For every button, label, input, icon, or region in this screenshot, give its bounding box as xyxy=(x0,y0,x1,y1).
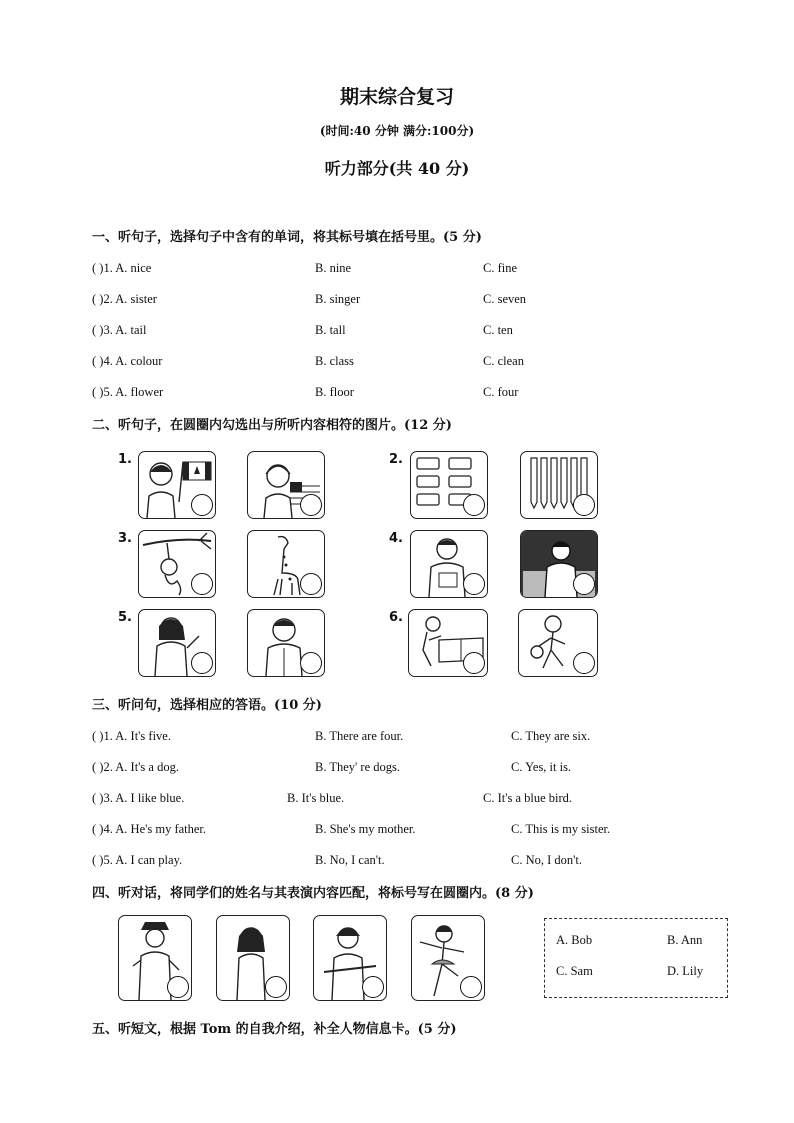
answer-circle[interactable] xyxy=(300,494,322,516)
name-options-box xyxy=(544,918,728,998)
answer-circle[interactable] xyxy=(191,494,213,516)
picture-pencils xyxy=(520,451,598,519)
picture-ping-pong xyxy=(408,609,488,677)
option-c: C. seven xyxy=(483,292,527,306)
answer-circle[interactable] xyxy=(300,573,322,595)
option-c: C. fine xyxy=(483,261,518,275)
section3-heading: 三、听问句，选择相应的答语。(10 分) xyxy=(92,698,322,713)
item-number: 1. xyxy=(118,452,132,467)
answer-circle[interactable] xyxy=(463,652,485,674)
item-number: 5. xyxy=(118,610,132,625)
picture-girl-usa-flag xyxy=(247,451,325,519)
part-title: 听力部分(共 40 分) xyxy=(324,159,470,178)
answer-circle[interactable] xyxy=(460,976,482,998)
picture-girl-instrument xyxy=(313,915,387,1001)
answer-circle[interactable] xyxy=(265,976,287,998)
option-c: C. clean xyxy=(483,354,524,368)
name-option: C. Sam xyxy=(556,964,593,978)
option-c: C. They are six. xyxy=(511,729,591,743)
picture-monkey xyxy=(138,530,216,598)
name-option: D. Lily xyxy=(667,964,704,978)
page-title: 期末综合复习 xyxy=(339,86,454,108)
question-stem: ( )1. A. nice xyxy=(92,261,152,275)
picture-giraffe xyxy=(247,530,325,598)
option-c: C. It's a blue bird. xyxy=(483,791,573,805)
section1-heading: 一、听句子，选择句子中含有的单词，将其标号填在括号里。(5 分) xyxy=(92,230,482,245)
answer-circle[interactable] xyxy=(191,573,213,595)
answer-circle[interactable] xyxy=(573,652,595,674)
option-b: B. floor xyxy=(315,385,354,399)
picture-old-man xyxy=(247,609,325,677)
question-stem: ( )2. A. sister xyxy=(92,292,157,306)
option-b: B. They' re dogs. xyxy=(315,760,400,774)
picture-boy-canada-flag xyxy=(138,451,216,519)
question-stem: ( )5. A. I can play. xyxy=(92,853,183,867)
picture-man-holding-book xyxy=(410,530,488,598)
question-stem: ( )4. A. He's my father. xyxy=(92,822,207,836)
picture-erasers xyxy=(410,451,488,519)
option-b: B. singer xyxy=(315,292,361,306)
picture-teacher-blackboard xyxy=(520,530,598,598)
question-stem: ( )3. A. I like blue. xyxy=(92,791,185,805)
option-b: B. She's my mother. xyxy=(315,822,416,836)
option-b: B. class xyxy=(315,354,354,368)
item-number: 6. xyxy=(389,610,403,625)
question-stem: ( )5. A. flower xyxy=(92,385,164,399)
answer-circle[interactable] xyxy=(191,652,213,674)
option-b: B. It's blue. xyxy=(287,791,345,805)
option-c: C. ten xyxy=(483,323,513,337)
picture-opera-performer xyxy=(118,915,192,1001)
picture-basketball xyxy=(518,609,598,677)
picture-girl-dancing xyxy=(411,915,485,1001)
question-stem: ( )1. A. It's five. xyxy=(92,729,171,743)
exam-info: (时间:40 分钟 满分:100分) xyxy=(319,124,475,138)
answer-circle[interactable] xyxy=(362,976,384,998)
answer-circle[interactable] xyxy=(573,494,595,516)
picture-woman-waving xyxy=(138,609,216,677)
option-c: C. four xyxy=(483,385,519,399)
question-stem: ( )4. A. colour xyxy=(92,354,163,368)
question-stem: ( )3. A. tail xyxy=(92,323,147,337)
answer-circle[interactable] xyxy=(167,976,189,998)
item-number: 2. xyxy=(389,452,403,467)
item-number: 4. xyxy=(389,531,403,546)
name-option: A. Bob xyxy=(556,933,593,947)
answer-circle[interactable] xyxy=(573,573,595,595)
answer-circle[interactable] xyxy=(463,573,485,595)
option-c: C. This is my sister. xyxy=(511,822,611,836)
answer-circle[interactable] xyxy=(463,494,485,516)
item-number: 3. xyxy=(118,531,132,546)
option-b: B. nine xyxy=(315,261,352,275)
option-b: B. There are four. xyxy=(315,729,404,743)
question-stem: ( )2. A. It's a dog. xyxy=(92,760,179,774)
option-c: C. No, I don't. xyxy=(511,853,583,867)
name-option: B. Ann xyxy=(667,933,703,947)
option-b: B. No, I can't. xyxy=(315,853,385,867)
section5-heading: 五、听短文，根据 Tom 的自我介绍，补全人物信息卡。(5 分) xyxy=(92,1022,457,1037)
option-c: C. Yes, it is. xyxy=(511,760,572,774)
answer-circle[interactable] xyxy=(300,652,322,674)
section4-heading: 四、听对话，将同学们的姓名与其表演内容匹配，将标号写在圆圈内。(8 分) xyxy=(92,886,534,901)
option-b: B. tall xyxy=(315,323,346,337)
section2-heading: 二、听句子，在圆圈内勾选出与所听内容相符的图片。(12 分) xyxy=(92,418,452,433)
picture-girl-singing xyxy=(216,915,290,1001)
